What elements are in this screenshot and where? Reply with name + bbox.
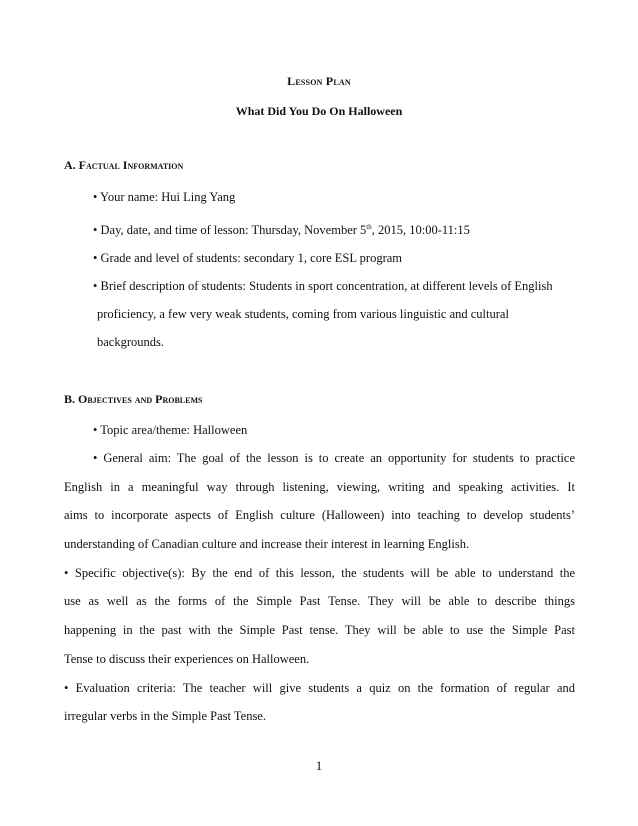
date-rest: , 2015, 10:00-11:15 xyxy=(371,223,470,237)
page-subtitle: What Did You Do On Halloween xyxy=(235,104,403,118)
list-item: • Topic area/theme: Halloween xyxy=(93,423,248,437)
paragraph-line: aims to incorporate aspects of English culture (Halloween) into teaching to develop students’ xyxy=(64,508,575,522)
section-a-heading: A. Factual Information xyxy=(64,158,184,172)
paragraph-line: English in a meaningful way through listening, viewing, writing and speaking activities. It xyxy=(64,480,575,494)
paragraph-line: • Brief description of students: Students in sport concentration, at different levels of English xyxy=(93,279,553,293)
page-number: 1 xyxy=(315,758,323,773)
date-suffix: th xyxy=(366,223,372,231)
paragraph-line: • General aim: The goal of the lesson is to create an opportunity for students to practice xyxy=(93,451,575,465)
paragraph-line: use as well as the forms of the Simple Past Tense. They will be able to describe things xyxy=(64,594,575,608)
paragraph-line: backgrounds. xyxy=(97,335,164,349)
list-item xyxy=(93,219,470,238)
paragraph-line: • Evaluation criteria: The teacher will give students a quiz on the formation of regular and xyxy=(64,681,575,695)
list-item: • Your name: Hui Ling Yang xyxy=(93,190,236,204)
paragraph-line: understanding of Canadian culture and increase their interest in learning English. xyxy=(64,537,470,551)
paragraph-line: irregular verbs in the Simple Past Tense. xyxy=(64,709,266,723)
list-item: • Grade and level of students: secondary 1, core ESL program xyxy=(93,251,403,265)
date-label: • Day, date, and time of lesson: Thursday, November 5 xyxy=(93,223,367,237)
page-title: Lesson Plan xyxy=(287,74,351,88)
paragraph-line: proficiency, a few very weak students, coming from various linguistic and cultural xyxy=(97,307,509,321)
paragraph-line: Tense to discuss their experiences on Halloween. xyxy=(64,652,310,666)
paragraph-line: • Specific objective(s): By the end of this lesson, the students will be able to understand the xyxy=(64,566,575,580)
paragraph-line: happening in the past with the Simple Past tense. They will be able to use the Simple Past xyxy=(64,623,575,637)
section-b-heading: B. Objectives and Problems xyxy=(64,392,203,406)
